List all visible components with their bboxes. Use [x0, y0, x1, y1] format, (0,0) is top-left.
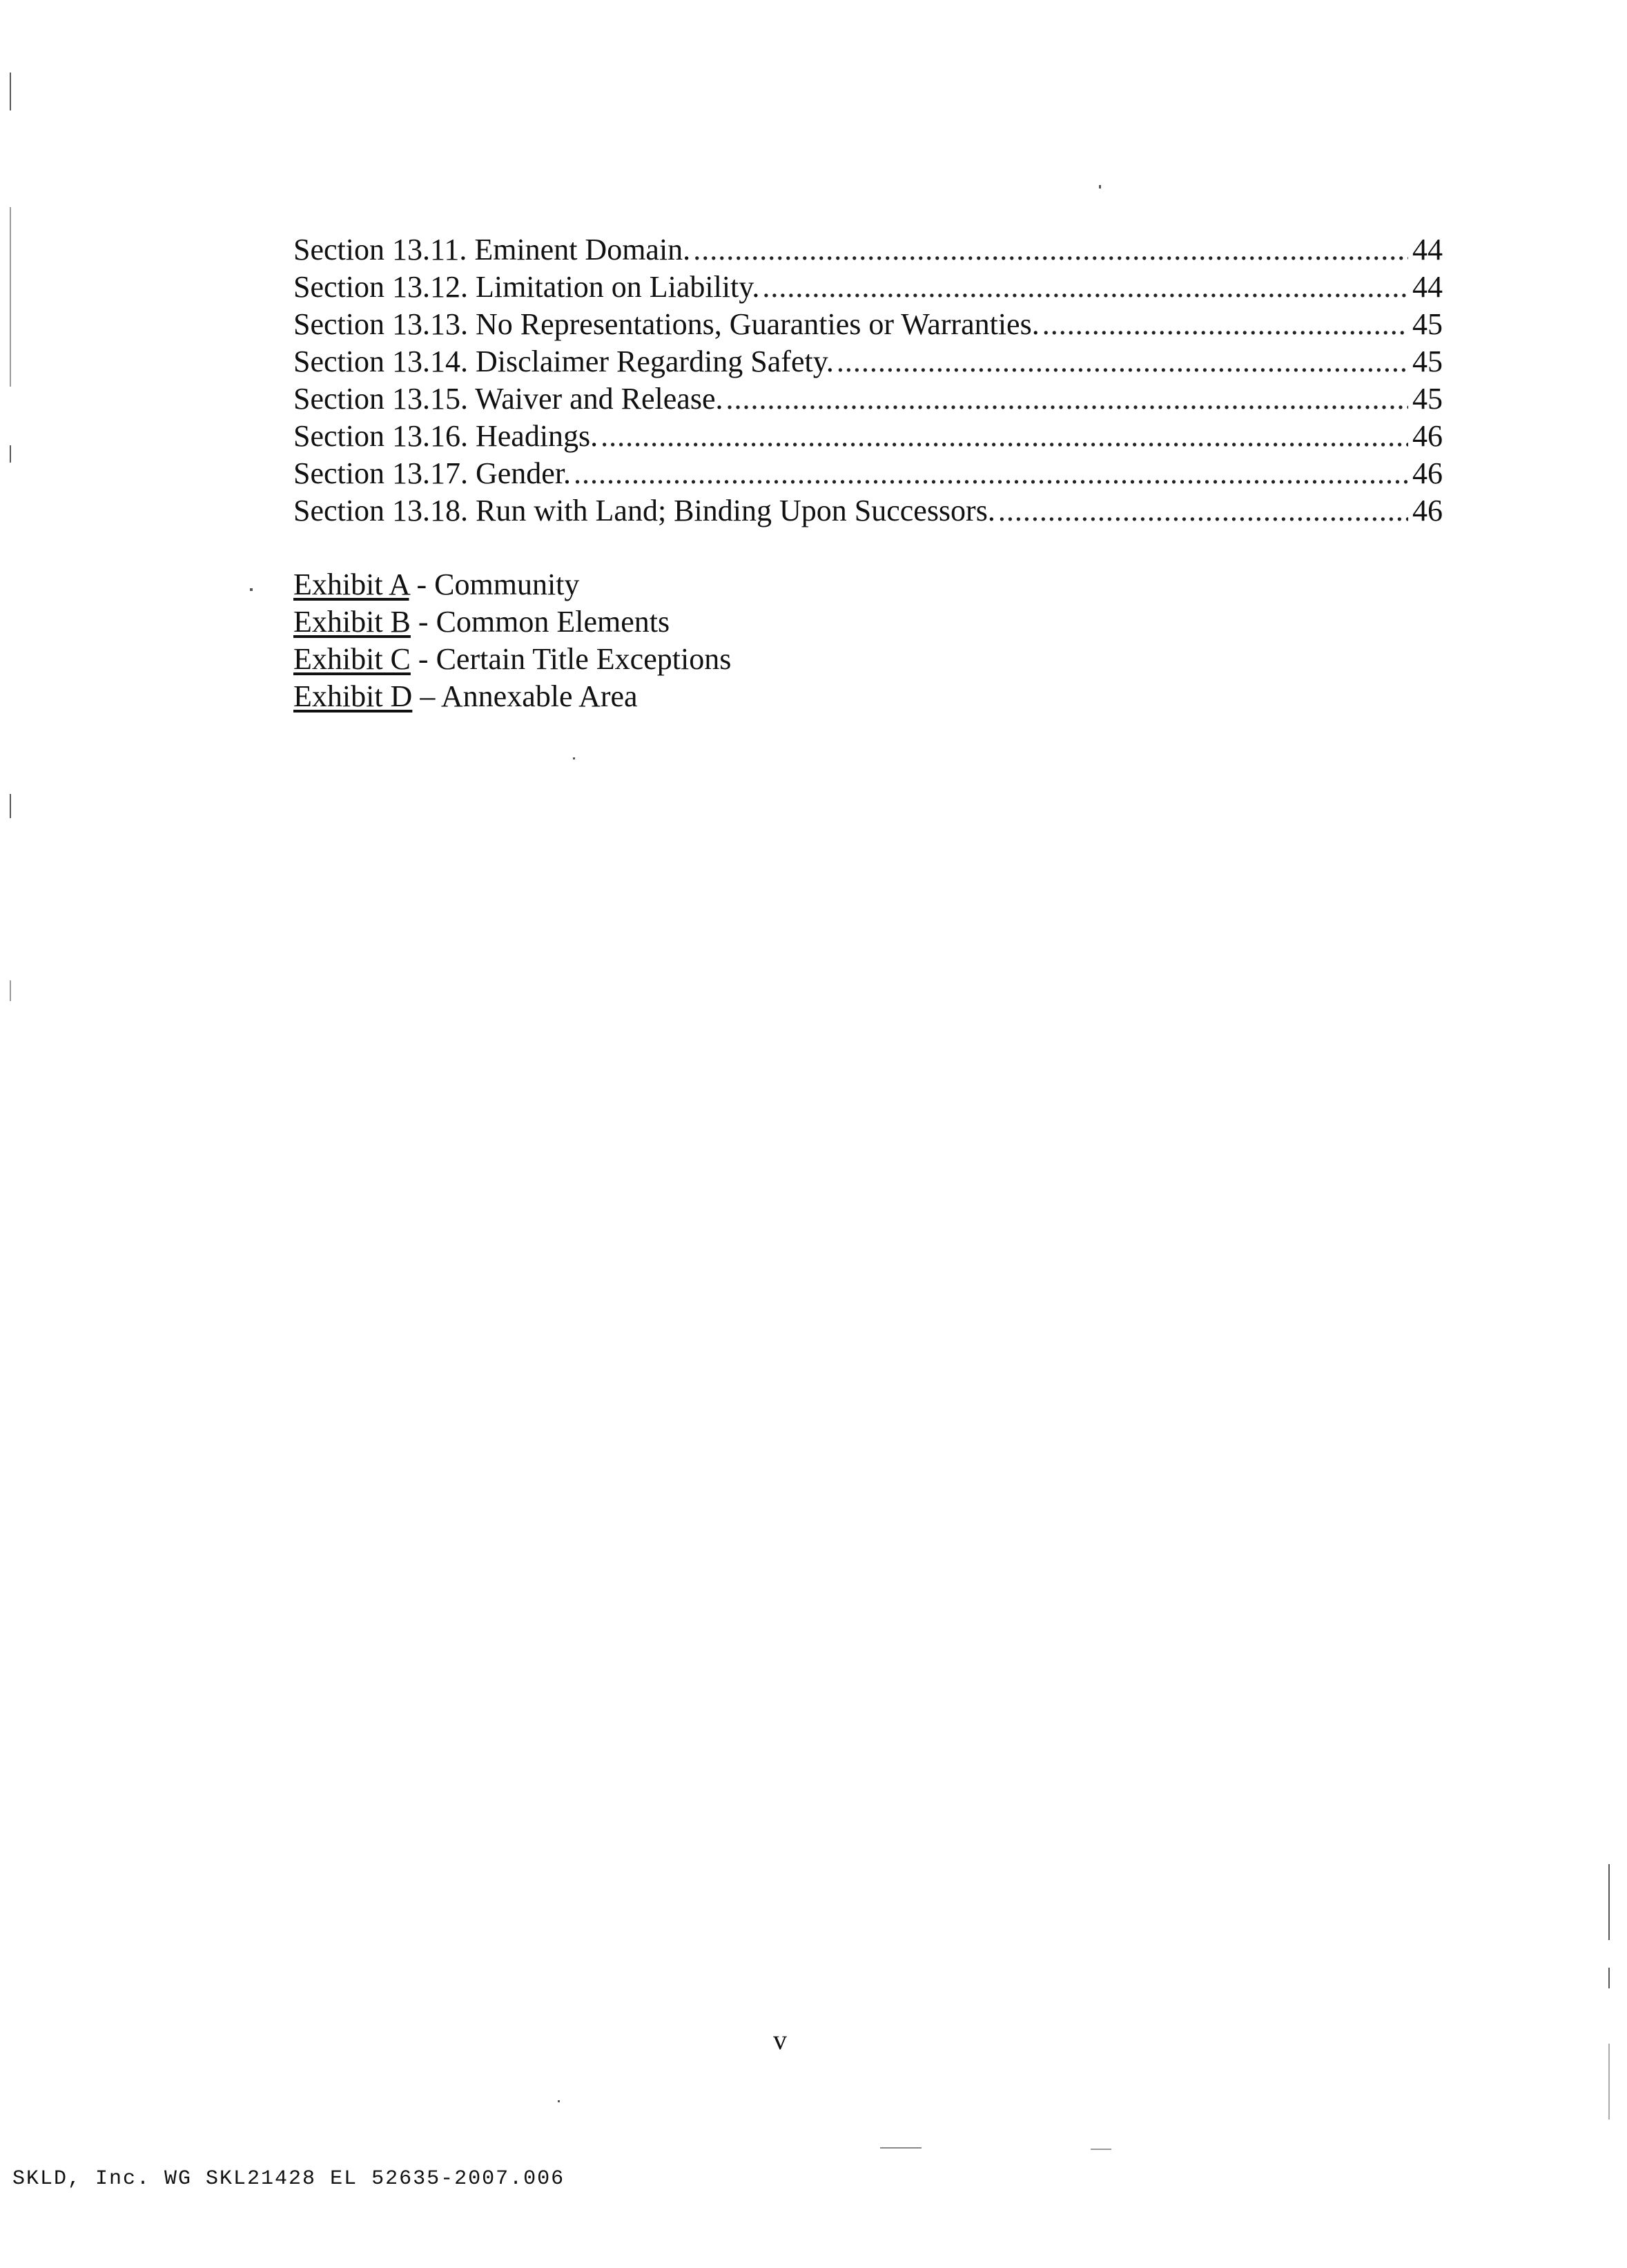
exhibit-name: Exhibit A	[293, 568, 409, 601]
table-of-contents	[293, 231, 1443, 530]
scan-artifact	[250, 588, 253, 591]
toc-entry	[293, 455, 1443, 492]
toc-entry-page: 44	[1412, 270, 1443, 304]
toc-entry-page: 45	[1412, 382, 1443, 416]
exhibit-item	[293, 603, 731, 641]
toc-leader-dots	[693, 231, 1408, 269]
toc-leader-dots	[725, 380, 1408, 418]
toc-leader-dots	[998, 492, 1408, 530]
toc-entry	[293, 380, 1443, 418]
toc-entry-label: Section 13.12. Limitation on Liability.	[293, 270, 760, 304]
exhibit-separator: –	[412, 679, 441, 713]
toc-entry-label: Section 13.18. Run with Land; Binding Upon Successors.	[293, 494, 995, 527]
toc-leader-dots	[601, 418, 1408, 455]
scan-artifact	[573, 757, 575, 759]
toc-entry	[293, 418, 1443, 455]
scan-artifact	[1608, 2044, 1610, 2120]
scan-artifact	[880, 2147, 922, 2149]
toc-entry-label: Section 13.16. Headings.	[293, 419, 598, 453]
toc-entry	[293, 343, 1443, 380]
toc-entry-page: 46	[1412, 456, 1443, 490]
exhibit-name: Exhibit D	[293, 679, 413, 713]
toc-entry-label: Section 13.11. Eminent Domain.	[293, 233, 691, 266]
scan-artifact	[10, 72, 11, 110]
toc-entry-label: Section 13.17. Gender.	[293, 456, 572, 490]
toc-entry	[293, 492, 1443, 530]
toc-leader-dots	[762, 269, 1408, 306]
toc-entry-page: 45	[1412, 307, 1443, 341]
exhibit-separator: -	[410, 605, 436, 639]
scan-artifact	[1099, 185, 1101, 188]
scan-artifact	[10, 794, 11, 818]
toc-entry-label: Section 13.14. Disclaimer Regarding Safety.	[293, 345, 834, 378]
exhibit-title: Common Elements	[436, 605, 670, 639]
scan-artifact	[10, 445, 11, 463]
scan-artifact	[1091, 2149, 1111, 2150]
toc-entry-label: Section 13.13. No Representations, Guaranties or Warranties.	[293, 307, 1040, 341]
toc-leader-dots	[837, 343, 1408, 380]
scan-artifact	[1608, 1864, 1610, 1940]
exhibit-title: Community	[434, 568, 580, 601]
exhibit-separator: -	[409, 568, 435, 601]
toc-entry	[293, 269, 1443, 306]
exhibit-list	[293, 566, 731, 715]
scan-artifact	[558, 2100, 560, 2102]
footer-document-id: SKLD, Inc. WG SKL21428 EL 52635-2007.006	[12, 2167, 565, 2191]
exhibit-separator: -	[410, 642, 436, 676]
toc-leader-dots	[574, 455, 1408, 492]
toc-leader-dots	[1042, 306, 1408, 343]
exhibit-item	[293, 678, 731, 715]
exhibit-name: Exhibit B	[293, 605, 411, 639]
toc-entry-page: 45	[1412, 345, 1443, 378]
scan-artifact	[1608, 1968, 1610, 1988]
toc-entry-page: 46	[1412, 419, 1443, 453]
scan-artifact	[10, 980, 11, 1001]
scan-artifact	[10, 207, 11, 387]
toc-entry-label: Section 13.15. Waiver and Release.	[293, 382, 723, 416]
page-number: v	[773, 2024, 787, 2055]
exhibit-item	[293, 566, 731, 603]
toc-entry-page: 44	[1412, 233, 1443, 266]
toc-entry-page: 46	[1412, 494, 1443, 527]
exhibit-item	[293, 641, 731, 678]
exhibit-title: Annexable Area	[440, 679, 638, 713]
toc-entry	[293, 231, 1443, 269]
toc-entry	[293, 306, 1443, 343]
exhibit-name: Exhibit C	[293, 642, 411, 676]
exhibit-title: Certain Title Exceptions	[436, 642, 732, 676]
